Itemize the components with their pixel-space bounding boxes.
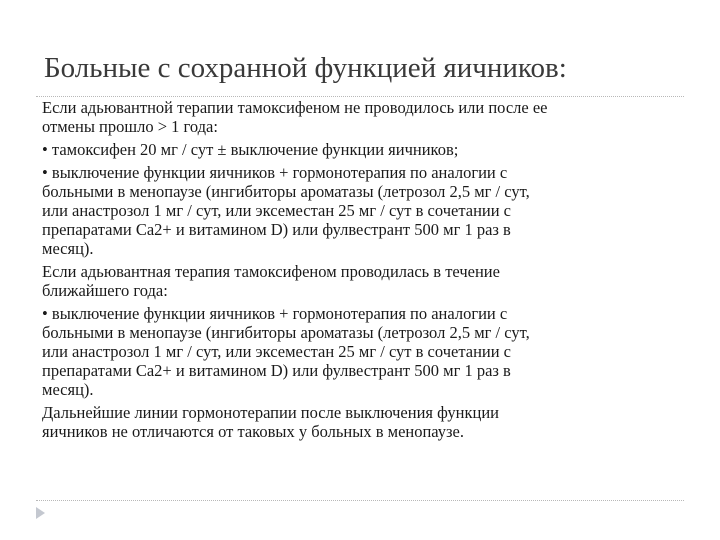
text-line: препаратами Са2+ и витамином D) или фулвестрант 500 мг 1 раз в bbox=[42, 361, 511, 380]
text-line: месяц). bbox=[42, 239, 94, 258]
text-line: • выключение функции яичников + гормонотерапия по аналогии с bbox=[42, 163, 508, 182]
paragraph-adjuvant-tamoxifen-recent bbox=[42, 262, 686, 300]
text-line: • тамоксифен 20 мг / сут ± выключение функции яичников; bbox=[42, 140, 459, 159]
slide-title: Больные с сохранной функцией яичников: bbox=[44, 52, 567, 84]
text-line: ближайшего года: bbox=[42, 281, 168, 300]
paragraph-no-adjuvant-tamoxifen bbox=[42, 98, 686, 136]
paragraph-further-lines bbox=[42, 403, 686, 441]
text-line: больными в менопаузе (ингибиторы ароматазы (летрозол 2,5 мг / сут, bbox=[42, 323, 530, 342]
text-line: препаратами Са2+ и витамином D) или фулвестрант 500 мг 1 раз в bbox=[42, 220, 511, 239]
text-line: или анастрозол 1 мг / сут, или эксеместан 25 мг / сут в сочетании с bbox=[42, 201, 512, 220]
text-line: отмены прошло > 1 года: bbox=[42, 117, 218, 136]
text-line: Дальнейшие линии гормонотерапии после выключения функции bbox=[42, 403, 499, 422]
text-line: Если адьювантной терапии тамоксифеном не проводилось или после ее bbox=[42, 98, 548, 117]
text-line: месяц). bbox=[42, 380, 94, 399]
slide-body bbox=[42, 98, 686, 445]
bullet-ovarian-suppression-2 bbox=[42, 304, 686, 399]
footer-divider bbox=[36, 500, 684, 501]
title-divider bbox=[36, 96, 684, 97]
bullet-ovarian-suppression-1 bbox=[42, 163, 686, 258]
next-slide-arrow-icon[interactable] bbox=[36, 507, 45, 519]
text-line: больными в менопаузе (ингибиторы ароматазы (летрозол 2,5 мг / сут, bbox=[42, 182, 530, 201]
text-line: • выключение функции яичников + гормонотерапия по аналогии с bbox=[42, 304, 508, 323]
text-line: или анастрозол 1 мг / сут, или эксеместан 25 мг / сут в сочетании с bbox=[42, 342, 512, 361]
bullet-tamoxifen bbox=[42, 140, 686, 159]
text-line: яичников не отличаются от таковых у больных в менопаузе. bbox=[42, 422, 465, 441]
text-line: Если адьювантная терапия тамоксифеном проводилась в течение bbox=[42, 262, 500, 281]
